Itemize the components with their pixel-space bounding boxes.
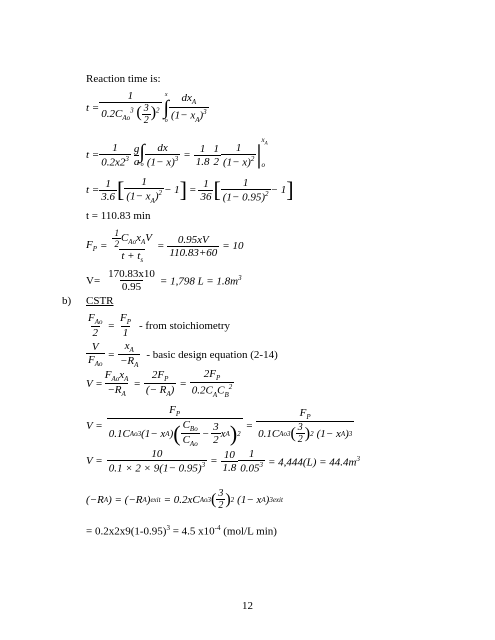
equation-reaction-time-numeric: t = $\frac{1}{3.6}$ [ $\frac{1}{(1- x_A)^2}$ − 1 ] = $\frac{1}{36}$ [ $\frac{1}{(1- 0.95)^2}$ − 1 ] xyxy=(86,176,294,205)
equation-design: $\frac{V}{F_{Ao}}$ = $\frac{x_A}{-R_A}$ - basic design equation (2-14) xyxy=(88,340,278,370)
equation-product-flow: $F_P$ = $\frac{1}{2}$ $C_{Ao}x_AV$ $t + t_s$ = $\frac{0.95xV}{110.83+60}$ = 10 xyxy=(86,228,244,265)
rate-result: = $0.2x2x9(1-0.95)^3 = 4.5$ $x10^{-4}$ (mol/L min) xyxy=(86,524,277,538)
equation-volume-pfr: V= $\frac{170.83x10}{0.95}$ = 1,798 $L = 1.8m^3$ xyxy=(86,268,242,293)
equation-reaction-time-evaluated: t = $\frac{1}{0.2x2^3}$ g a ∫ o $\frac{dx}{(1- x)^3}$ = $\frac{1}{1.8}$ $\frac{1}{2}$ $\frac{1}{(1- x)^2}$ | $x_A$ o xyxy=(86,136,268,170)
part-b-label: b) xyxy=(62,295,72,307)
integral-icon: ∫ xyxy=(163,97,169,119)
reaction-time-result: t = 110.83 min xyxy=(86,210,151,222)
integral-icon: ∫ xyxy=(139,141,145,164)
part-b-title: CSTR xyxy=(86,295,114,307)
equation-reaction-time-integral: t = 1 $0.2C_{Ao}^3$ ( $\frac{3}{2}$ )$^2$ x ∫ o $\frac{dx_A}{(1- x_A)^3}$ xyxy=(86,90,207,126)
intro-text: Reaction time is: xyxy=(86,73,161,85)
equation-volume-cstr: V = $\frac{F_{Ao}x_A}{-R_A}$ = $\frac{2F_P}{(- R_A)}$ = $\frac{2F_P}{0.2C_AC_B^2}$ xyxy=(86,368,233,400)
equation-rate-exit: (−R A ) = (−R A ) exit = 0.2xC Ao 3 ( $\frac{3}{2}$ ) 2 (1− x A ) 3 exit xyxy=(86,488,283,511)
equation-volume-numeric: V = $\frac{10}{0.1 \times 2 \times 9(1- 0.95)^3}$ = $\frac{10}{1.8}$ $\frac{1}{0.05^3}$ = $4,444(L) = 44.4m^3$ xyxy=(86,448,360,475)
page-number: 12 xyxy=(242,600,253,612)
equation-stoichiometry: $\frac{F_{Ao}}{2}$ = $\frac{F_P}{1}$ - from stoichiometry xyxy=(88,312,231,340)
equation-volume-concentration: V = $F_P$ 0.1C Ao 3 (1− x A ) ( $\frac{C_{Bo}}{C_{Ao}}$ − $\frac{3}{2}$ x A ) 2 = $F_P$ 0.1C Ao 3 ( $\frac{3}{2}$ ) 2 (1− x A ) 3 xyxy=(86,404,353,449)
